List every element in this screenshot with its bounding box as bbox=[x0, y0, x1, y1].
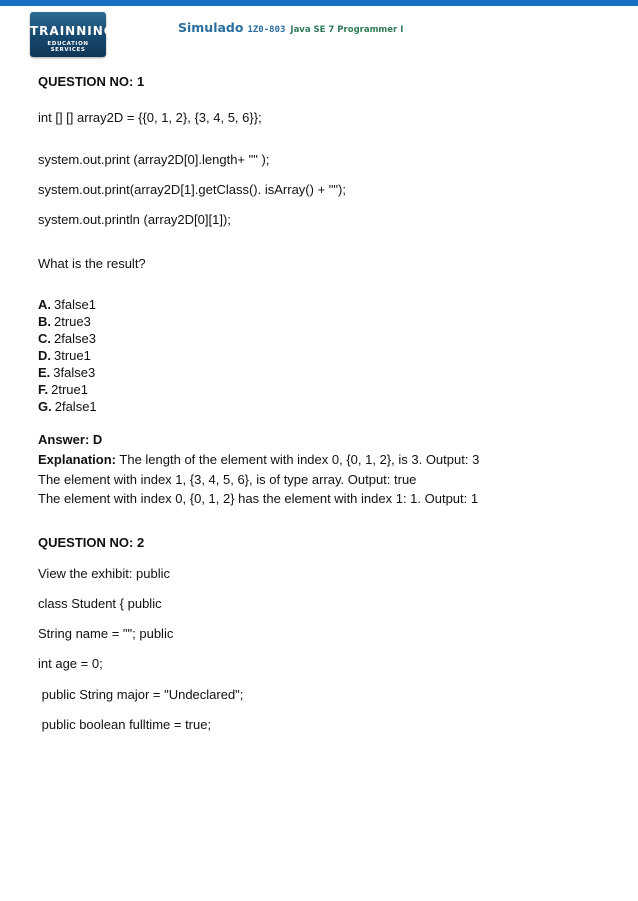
header-exam-name: Java SE 7 Programmer I bbox=[290, 25, 404, 35]
explanation-label: Explanation: bbox=[38, 452, 117, 467]
q2-line-2: class Student { public bbox=[38, 596, 162, 611]
q1-explanation-line-2: The element with index 1, {3, 4, 5, 6}, is of type array. Output: true bbox=[38, 472, 417, 487]
header-title bbox=[178, 17, 403, 36]
q2-line-4: int age = 0; bbox=[38, 656, 103, 671]
trainning-logo bbox=[30, 12, 115, 57]
question-2-heading: QUESTION NO: 2 bbox=[38, 535, 145, 550]
q1-prompt: What is the result? bbox=[38, 256, 146, 271]
option-c: C. 2false3 bbox=[38, 331, 96, 346]
top-accent-bar bbox=[0, 0, 638, 6]
q1-code-line-1: int [] [] array2D = {{0, 1, 2}, {3, 4, 5, 6}}; bbox=[38, 110, 262, 125]
q2-line-1: View the exhibit: public bbox=[38, 566, 171, 581]
option-d: D. 3true1 bbox=[38, 348, 91, 363]
header-simulado: Simulado bbox=[178, 20, 244, 35]
header-exam-code: 1Z0-803 bbox=[247, 25, 286, 35]
q1-code-line-3: system.out.print(array2D[1].getClass(). isArray() + ""); bbox=[38, 182, 346, 197]
option-b: B. 2true3 bbox=[38, 314, 91, 329]
option-e: E. 3false3 bbox=[38, 365, 96, 380]
option-a: A. 3false1 bbox=[38, 297, 96, 312]
logo-subtitle: EDUCATION SERVICES bbox=[47, 41, 89, 53]
q2-line-6: public boolean fulltime = true; bbox=[38, 717, 212, 732]
option-f: F. 2true1 bbox=[38, 382, 88, 397]
q1-code-line-4: system.out.println (array2D[0][1]); bbox=[38, 212, 231, 227]
option-g: G. 2false1 bbox=[38, 399, 97, 414]
q2-line-3: String name = ""; public bbox=[38, 626, 174, 641]
q1-code-line-2: system.out.print (array2D[0].length+ "" ); bbox=[38, 152, 270, 167]
q1-explanation-line-1: Explanation: The length of the element with index 0, {0, 1, 2}, is 3. Output: 3 bbox=[38, 452, 480, 467]
q2-line-5: public String major = "Undeclared"; bbox=[38, 687, 244, 702]
logo-title: TRAINNING bbox=[30, 24, 115, 38]
q1-answer: Answer: D bbox=[38, 432, 103, 447]
q1-explanation-line-3: The element with index 0, {0, 1, 2} has the element with index 1: 1. Output: 1 bbox=[38, 491, 479, 506]
question-1-heading: QUESTION NO: 1 bbox=[38, 74, 145, 89]
